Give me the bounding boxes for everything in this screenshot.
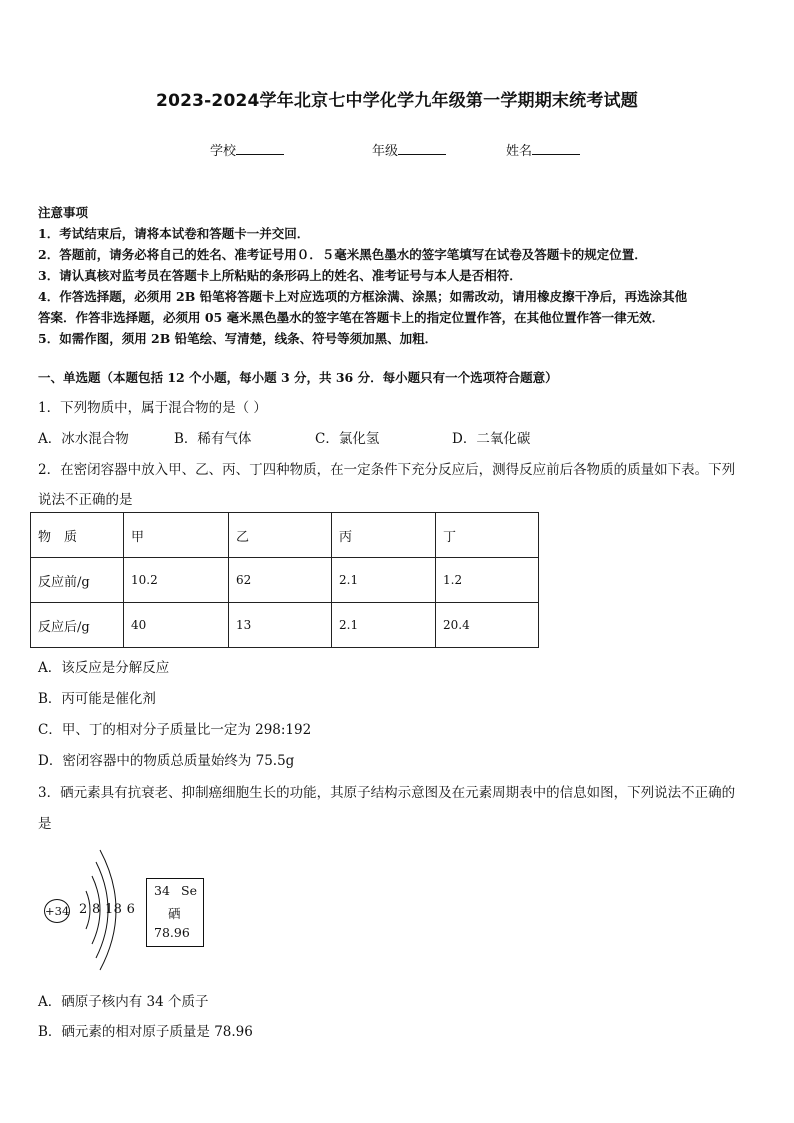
atomic-mass: 78.96 [154, 925, 190, 940]
element-name: 硒 [168, 906, 181, 921]
grade-blank [398, 142, 446, 155]
name-field [506, 140, 580, 159]
table-cell: 62 [229, 558, 332, 603]
q2-option-d: D．密闭容器中的物质总质量始终为 75.5g [38, 753, 295, 769]
notes-heading: 注意事项 [38, 205, 89, 220]
q1-option-b: B．稀有气体 [174, 431, 252, 447]
school-blank [236, 142, 284, 155]
table-cell: 甲 [124, 513, 229, 558]
table-row [31, 558, 539, 603]
q1-option-d: D．二氧化碳 [452, 431, 531, 447]
element-symbol: Se [181, 883, 197, 898]
table-cell: 反应后/g [31, 603, 124, 648]
table-row [31, 603, 539, 648]
table-cell: 丙 [332, 513, 436, 558]
q2-stem-line1: 2．在密闭容器中放入甲、乙、丙、丁四种物质，在一定条件下充分反应后，测得反应前后各物质的质量如下表。下列 [38, 462, 736, 478]
table-cell: 物 质 [31, 513, 124, 558]
q2-option-b: B．丙可能是催化剂 [38, 691, 156, 707]
table-cell: 13 [229, 603, 332, 648]
q3-stem-line1: 3．硒元素具有抗衰老、抑制癌细胞生长的功能，其原子结构示意图及在元素周期表中的信息如图，下列说法不正确的 [38, 785, 736, 801]
note-item: 3．请认真核对监考员在答题卡上所粘贴的条形码上的姓名、准考证号与本人是否相符． [38, 268, 522, 283]
q2-option-c: C．甲、丁的相对分子质量比一定为 298:192 [38, 722, 312, 738]
table-cell: 2.1 [332, 603, 436, 648]
table-cell: 反应前/g [31, 558, 124, 603]
school-field [210, 140, 284, 159]
section-heading: 一、单选题（本题包括 12 个小题，每小题 3 分，共 36 分．每小题只有一个选项符合题意） [38, 370, 558, 385]
table-cell: 1.2 [436, 558, 539, 603]
periodic-element-card [146, 878, 204, 947]
table-cell: 40 [124, 603, 229, 648]
q2-option-a: A．该反应是分解反应 [38, 660, 170, 676]
note-item: 5．如需作图，须用 2B 铅笔绘、写清楚，线条、符号等须加黑、加粗． [38, 331, 438, 346]
atomic-number: 34 [154, 883, 170, 898]
grade-label: 年级 [372, 144, 399, 159]
table-cell: 丁 [436, 513, 539, 558]
school-label: 学校 [210, 144, 237, 159]
note-item: 答案．作答非选择题，必须用 05 毫米黑色墨水的签字笔在答题卡上的指定位置作答，在其他位置作答一律无效． [38, 310, 665, 325]
name-blank [532, 142, 580, 155]
note-item: 1．考试结束后，请将本试卷和答题卡一并交回． [38, 226, 310, 241]
q1-stem: 1．下列物质中，属于混合物的是（ ） [38, 400, 267, 416]
q3-option-b: B．硒元素的相对原子质量是 78.96 [38, 1024, 253, 1040]
table-cell: 10.2 [124, 558, 229, 603]
q3-option-a: A．硒原子核内有 34 个质子 [38, 994, 209, 1010]
q1-option-a: A．冰水混合物 [38, 431, 129, 447]
table-header-row [31, 513, 539, 558]
table-cell: 2.1 [332, 558, 436, 603]
table-cell: 乙 [229, 513, 332, 558]
mass-table [30, 512, 539, 648]
q1-option-c: C．氯化氢 [315, 431, 380, 447]
page-title: 2023-2024学年北京七中学化学九年级第一学期期末统考试题 [156, 91, 638, 111]
note-item: 2．答题前，请务必将自己的姓名、准考证号用０．５毫米黑色墨水的签字笔填写在试卷及答题卡的规定位置． [38, 247, 647, 262]
table-cell: 20.4 [436, 603, 539, 648]
grade-field [372, 140, 446, 159]
electron-counts: 2 8 18 6 [79, 902, 136, 917]
name-label: 姓名 [506, 144, 533, 159]
q2-stem-line2: 说法不正确的是 [38, 492, 133, 508]
note-item: 4．作答选择题，必须用 2B 铅笔将答题卡上对应选项的方框涂满、涂黑；如需改动，请用橡皮擦干净后，再选涂其他 [38, 289, 688, 304]
q3-stem-line2: 是 [38, 816, 52, 832]
nucleus-label: +34 [44, 899, 70, 923]
